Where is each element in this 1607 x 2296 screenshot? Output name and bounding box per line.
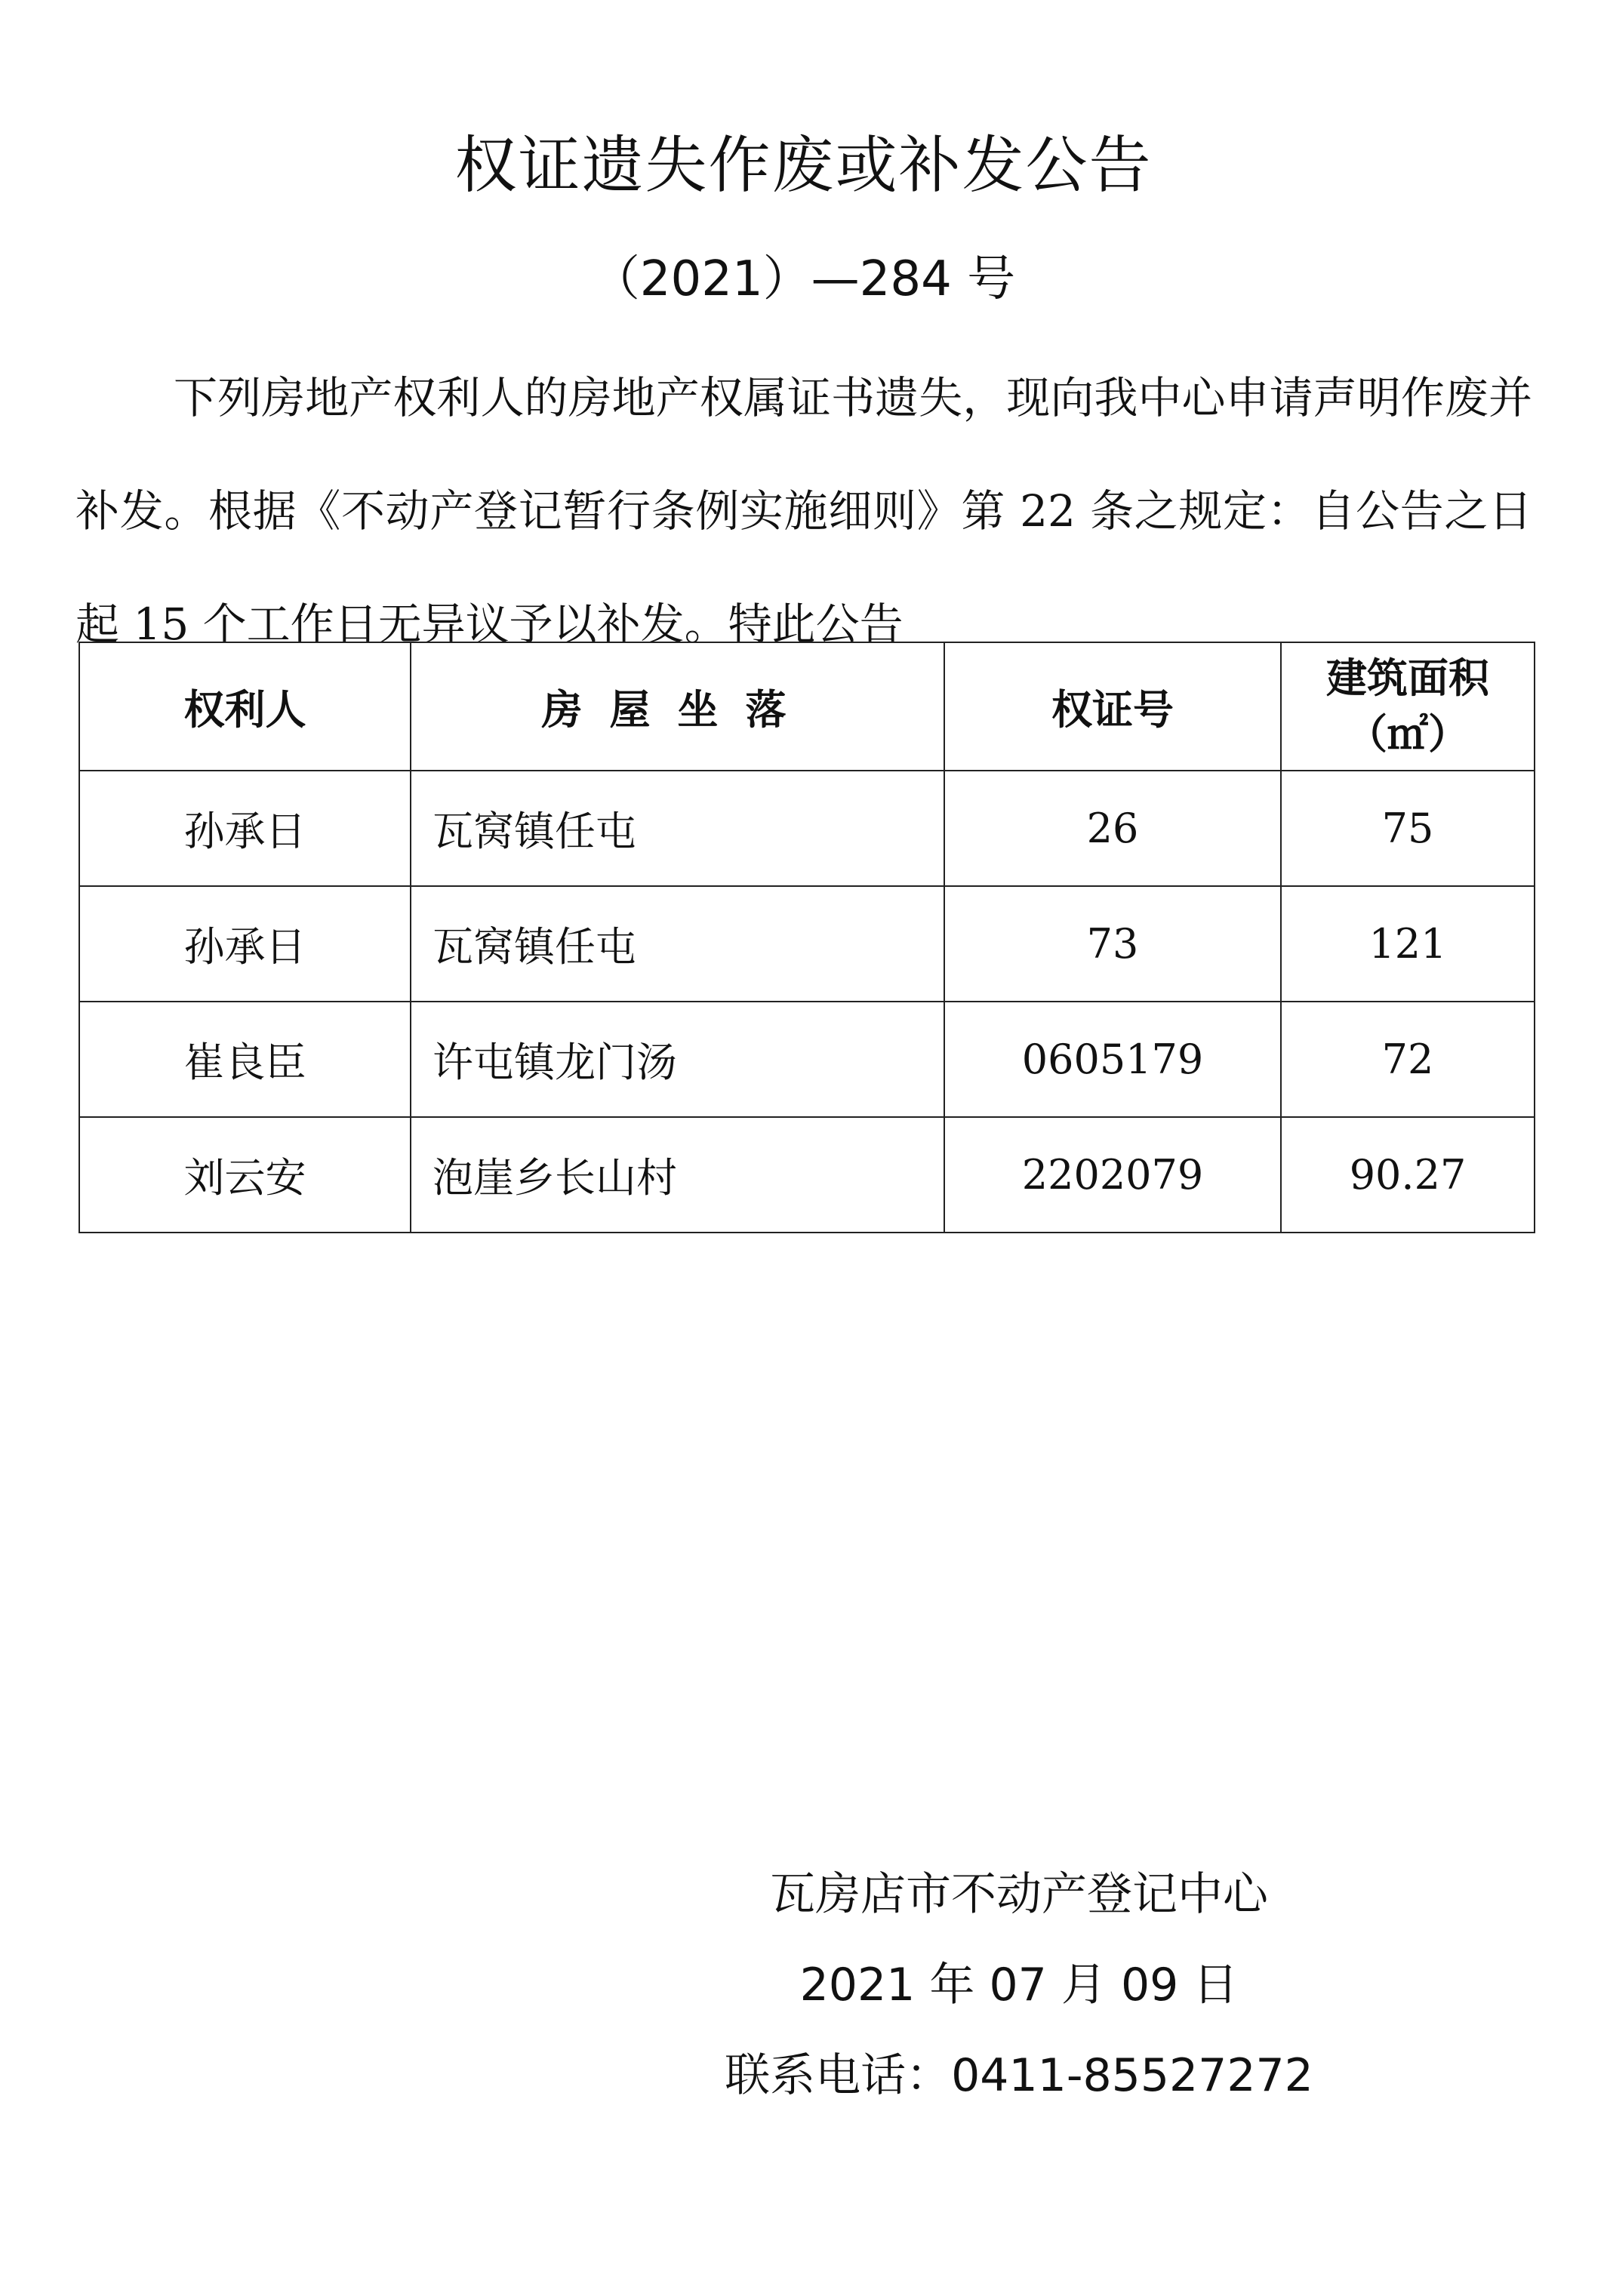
cell-owner: 崔良臣 bbox=[79, 1002, 411, 1117]
cell-area: 90.27 bbox=[1281, 1117, 1535, 1233]
cell-location: 瓦窝镇任屯 bbox=[411, 886, 944, 1002]
cell-location: 泡崖乡长山村 bbox=[411, 1117, 944, 1233]
cell-area: 75 bbox=[1281, 771, 1535, 886]
cell-owner: 孙承日 bbox=[79, 886, 411, 1002]
contact-phone: 联系电话：0411-85527272 bbox=[725, 2049, 1313, 2102]
cell-location: 许屯镇龙门汤 bbox=[411, 1002, 944, 1117]
cell-cert-no: 73 bbox=[944, 886, 1281, 1002]
cell-cert-no: 0605179 bbox=[944, 1002, 1281, 1117]
header-owner: 权利人 bbox=[79, 642, 411, 771]
header-area bbox=[1281, 642, 1535, 771]
notice-title: 权证遗失作废或补发公告 bbox=[454, 130, 1153, 202]
table-row bbox=[79, 1002, 1535, 1117]
header-cert-no: 权证号 bbox=[944, 642, 1281, 771]
table-row bbox=[79, 1117, 1535, 1233]
cell-owner: 刘云安 bbox=[79, 1117, 411, 1233]
header-area-line2: （㎡） bbox=[1347, 710, 1469, 758]
table-row bbox=[79, 771, 1535, 886]
table-row bbox=[79, 886, 1535, 1002]
notice-body: 下列房地产权利人的房地产权属证书遗失，现向我中心申请声明作废并补发。根据《不动产登记暂行条例实施细则》第 22 条之规定：自公告之日起 15 个工作日无异议予以补发。特此公告 bbox=[75, 372, 1532, 650]
header-location: 房屋坐落 bbox=[411, 642, 944, 771]
cell-area: 72 bbox=[1281, 1002, 1535, 1117]
cell-location: 瓦窝镇任屯 bbox=[411, 771, 944, 886]
cell-cert-no: 26 bbox=[944, 771, 1281, 886]
notice-number: （2021）—284 号 bbox=[591, 251, 1016, 307]
cell-owner: 孙承日 bbox=[79, 771, 411, 886]
records-table bbox=[79, 642, 1535, 1233]
table-header-row bbox=[79, 642, 1535, 771]
issuer-name: 瓦房店市不动产登记中心 bbox=[770, 1868, 1268, 1921]
cell-cert-no: 2202079 bbox=[944, 1117, 1281, 1233]
header-area-line1: 建筑面积 bbox=[1326, 654, 1489, 702]
cell-area: 121 bbox=[1281, 886, 1535, 1002]
notice-date: 2021 年 07 月 09 日 bbox=[799, 1959, 1239, 2011]
